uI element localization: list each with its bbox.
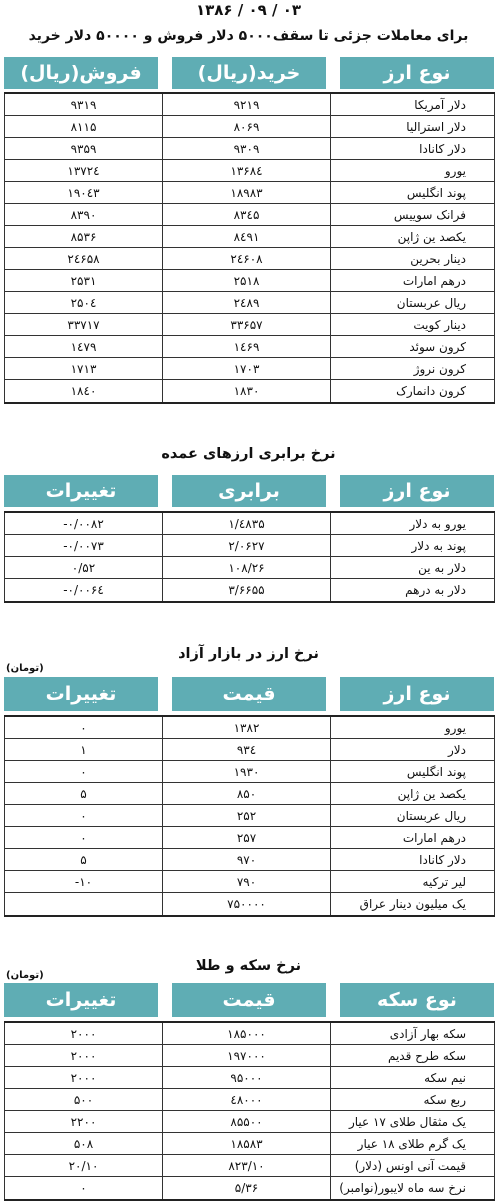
name-cell: دلار به درهم	[330, 579, 495, 601]
table-row	[4, 513, 495, 535]
value-cell: ۱/٤۸۳۵	[162, 513, 330, 534]
name-cell: کرون دانمارک	[330, 380, 495, 402]
sell-cell: ۱۷۱۳	[4, 358, 162, 379]
sell-cell: ۸۳۹۰	[4, 204, 162, 225]
change-cell: -۰/۰۰۷۳	[4, 535, 162, 556]
name-cell: پوند به دلار	[330, 535, 495, 556]
table-row	[4, 827, 495, 849]
name-cell: فرانک سوییس	[330, 204, 495, 225]
name-cell: دلار	[330, 739, 495, 760]
value-cell: ۱۹۳۰	[162, 761, 330, 782]
change-cell: ۰	[4, 1177, 162, 1199]
value-cell: ۹۵۰۰۰	[162, 1067, 330, 1088]
change-cell: ۰	[4, 761, 162, 782]
table-row	[4, 535, 495, 557]
name-cell: سکه بهار آزادی	[330, 1023, 495, 1044]
change-cell: -۰/۰۰۸۲	[4, 513, 162, 534]
buy-cell: ۹۳۰۹	[162, 138, 330, 159]
name-cell: یک مثقال طلای ۱۷ عیار	[330, 1111, 495, 1132]
table-row	[4, 893, 495, 915]
free-market-table	[4, 715, 495, 917]
value-cell: ۲۵۷	[162, 827, 330, 848]
name-cell: دلار آمریکا	[330, 94, 495, 115]
table-row	[4, 314, 495, 336]
table-row	[4, 182, 495, 204]
name-cell: کرون نروژ	[330, 358, 495, 379]
buy-cell: ۳۳۶۵۷	[162, 314, 330, 335]
name-cell: یورو به دلار	[330, 513, 495, 534]
coins-table	[4, 1021, 495, 1201]
value-cell: ۸۵۰	[162, 783, 330, 804]
value-cell: ۹۳٤	[162, 739, 330, 760]
change-cell: ۵۰۸	[4, 1133, 162, 1154]
buy-cell: ۱۸۳۰	[162, 380, 330, 402]
buy-cell: ۲٤۸۹	[162, 292, 330, 313]
page-title: برای معاملات جزئی تا سقف۵۰۰۰ دلار فروش و ۵۰۰۰۰ دلار خرید	[28, 28, 469, 44]
name-cell: ریال عربستان	[330, 805, 495, 826]
header-currency: نوع ارز	[340, 475, 494, 507]
buy-cell: ۲٤۶۰۸	[162, 248, 330, 269]
change-cell: ۲۰/۱۰	[4, 1155, 162, 1176]
buy-cell: ۲۵۱۸	[162, 270, 330, 291]
change-cell: ۲۰۰۰	[4, 1023, 162, 1044]
name-cell: نرخ سه ماه لایبور(نوامبر)	[330, 1177, 495, 1199]
change-cell: ۰/۵۲	[4, 557, 162, 578]
name-cell: پوند انگلیس	[330, 182, 495, 203]
value-cell: ۹۷۰	[162, 849, 330, 870]
bank-rates-table	[4, 92, 495, 404]
change-cell: ۰	[4, 827, 162, 848]
name-cell: یکصد ین ژاپن	[330, 783, 495, 804]
name-cell: ریال عربستان	[330, 292, 495, 313]
name-cell: یکصد ین ژاپن	[330, 226, 495, 247]
name-cell: نیم سکه	[330, 1067, 495, 1088]
sell-cell: ۲۵۰٤	[4, 292, 162, 313]
name-cell: کرون سوئد	[330, 336, 495, 357]
buy-cell: ۸۰۶۹	[162, 116, 330, 137]
buy-cell: ۱۳۶۸٤	[162, 160, 330, 181]
table-row	[4, 1177, 495, 1199]
name-cell: دلار استرالیا	[330, 116, 495, 137]
name-cell: درهم امارات	[330, 827, 495, 848]
table-row	[4, 116, 495, 138]
name-cell: دلار کانادا	[330, 138, 495, 159]
change-cell: ۰	[4, 805, 162, 826]
change-cell	[4, 893, 162, 915]
table-row	[4, 336, 495, 358]
name-cell: یورو	[330, 160, 495, 181]
buy-cell: ۸٤۹۱	[162, 226, 330, 247]
table-row	[4, 270, 495, 292]
name-cell: پوند انگلیس	[330, 761, 495, 782]
buy-cell: ۱٤۶۹	[162, 336, 330, 357]
free-market-title: نرخ ارز در بازار آزاد	[178, 646, 319, 662]
table-row	[4, 849, 495, 871]
sell-cell: ۱۳۷۲٤	[4, 160, 162, 181]
table-row	[4, 739, 495, 761]
name-cell: درهم امارات	[330, 270, 495, 291]
table-row	[4, 783, 495, 805]
table-row	[4, 1023, 495, 1045]
header-currency: نوع ارز	[340, 677, 494, 711]
header-price: قیمت	[172, 677, 326, 711]
coins-title: نرخ سکه و طلا	[195, 958, 302, 974]
table-row	[4, 579, 495, 601]
table-row	[4, 1067, 495, 1089]
name-cell: ربع سکه	[330, 1089, 495, 1110]
change-cell: ۱	[4, 739, 162, 760]
table-row	[4, 717, 495, 739]
table-row	[4, 1089, 495, 1111]
change-cell: ۰	[4, 717, 162, 738]
header-parity: برابری	[172, 475, 326, 507]
name-cell: سکه طرح قدیم	[330, 1045, 495, 1066]
header-currency: نوع ارز	[340, 57, 494, 89]
change-cell: ۲۰۰۰	[4, 1067, 162, 1088]
name-cell: یک گرم طلای ۱۸ عیار	[330, 1133, 495, 1154]
unit-label: (تومان)	[6, 970, 44, 981]
buy-cell: ۱۷۰۳	[162, 358, 330, 379]
change-cell: -۰/۰۰۶٤	[4, 579, 162, 601]
table-row	[4, 1111, 495, 1133]
name-cell: قیمت آنی اونس (دلار)	[330, 1155, 495, 1176]
sell-cell: ۱۸٤۰	[4, 380, 162, 402]
change-cell: ۲۲۰۰	[4, 1111, 162, 1132]
parity-title: نرخ برابری ارزهای عمده	[161, 446, 336, 462]
header-sell: فروش(ریال)	[4, 57, 158, 89]
date: ۱۳۸۶ / ۰۹ / ۰۳	[195, 1, 302, 19]
value-cell: ۸۲۳/۱۰	[162, 1155, 330, 1176]
header-coin-type: نوع سکه	[340, 983, 494, 1017]
value-cell: ۵/۳۶	[162, 1177, 330, 1199]
name-cell: دینار بحرین	[330, 248, 495, 269]
header-change: تغییرات	[4, 475, 158, 507]
table-row	[4, 1133, 495, 1155]
table-row	[4, 204, 495, 226]
sell-cell: ۱٤۷۹	[4, 336, 162, 357]
unit-label: (تومان)	[6, 663, 44, 674]
table-row	[4, 138, 495, 160]
value-cell: ۱۹۷۰۰۰	[162, 1045, 330, 1066]
table-row	[4, 248, 495, 270]
table-row	[4, 557, 495, 579]
sell-cell: ۱۹۰٤۳	[4, 182, 162, 203]
header-change: تغییرات	[4, 677, 158, 711]
sell-cell: ۸۵۳۶	[4, 226, 162, 247]
table-row	[4, 226, 495, 248]
table-row	[4, 160, 495, 182]
header-buy: خرید(ریال)	[172, 57, 326, 89]
value-cell: ٤۸۰۰۰	[162, 1089, 330, 1110]
buy-cell: ۹۲۱۹	[162, 94, 330, 115]
buy-cell: ۸۳٤۵	[162, 204, 330, 225]
value-cell: ۱۸۵۰۰۰	[162, 1023, 330, 1044]
table-row	[4, 94, 495, 116]
table-row	[4, 761, 495, 783]
name-cell: یک میلیون دینار عراق	[330, 893, 495, 915]
change-cell: ۵	[4, 849, 162, 870]
sell-cell: ۲٤۶۵۸	[4, 248, 162, 269]
table-row	[4, 1045, 495, 1067]
value-cell: ۸۵۵۰۰	[162, 1111, 330, 1132]
value-cell: ۲/۰۶۲۷	[162, 535, 330, 556]
value-cell: ۷۵۰۰۰۰	[162, 893, 330, 915]
sell-cell: ۹۳۱۹	[4, 94, 162, 115]
sell-cell: ۳۳۷۱۷	[4, 314, 162, 335]
value-cell: ۱۸۵۸۳	[162, 1133, 330, 1154]
buy-cell: ۱۸۹۸۳	[162, 182, 330, 203]
value-cell: ۳/۶۶۵۵	[162, 579, 330, 601]
table-row	[4, 380, 495, 402]
header-change: تغییرات	[4, 983, 158, 1017]
parity-table	[4, 511, 495, 603]
change-cell: ۵	[4, 783, 162, 804]
name-cell: یورو	[330, 717, 495, 738]
change-cell: ۵۰۰	[4, 1089, 162, 1110]
table-row	[4, 805, 495, 827]
value-cell: ۷۹۰	[162, 871, 330, 892]
sell-cell: ۹۳۵۹	[4, 138, 162, 159]
value-cell: ۱۰۸/۲۶	[162, 557, 330, 578]
name-cell: دلار کانادا	[330, 849, 495, 870]
name-cell: لیر ترکیه	[330, 871, 495, 892]
change-cell: ۲۰۰۰	[4, 1045, 162, 1066]
name-cell: دلار به ین	[330, 557, 495, 578]
table-row	[4, 358, 495, 380]
sell-cell: ۸۱۱۵	[4, 116, 162, 137]
value-cell: ۱۳۸۲	[162, 717, 330, 738]
table-row	[4, 292, 495, 314]
table-row	[4, 871, 495, 893]
header-price: قیمت	[172, 983, 326, 1017]
name-cell: دینار کویت	[330, 314, 495, 335]
sell-cell: ۲۵۳۱	[4, 270, 162, 291]
value-cell: ۲۵۲	[162, 805, 330, 826]
change-cell: -۱۰	[4, 871, 162, 892]
table-row	[4, 1155, 495, 1177]
